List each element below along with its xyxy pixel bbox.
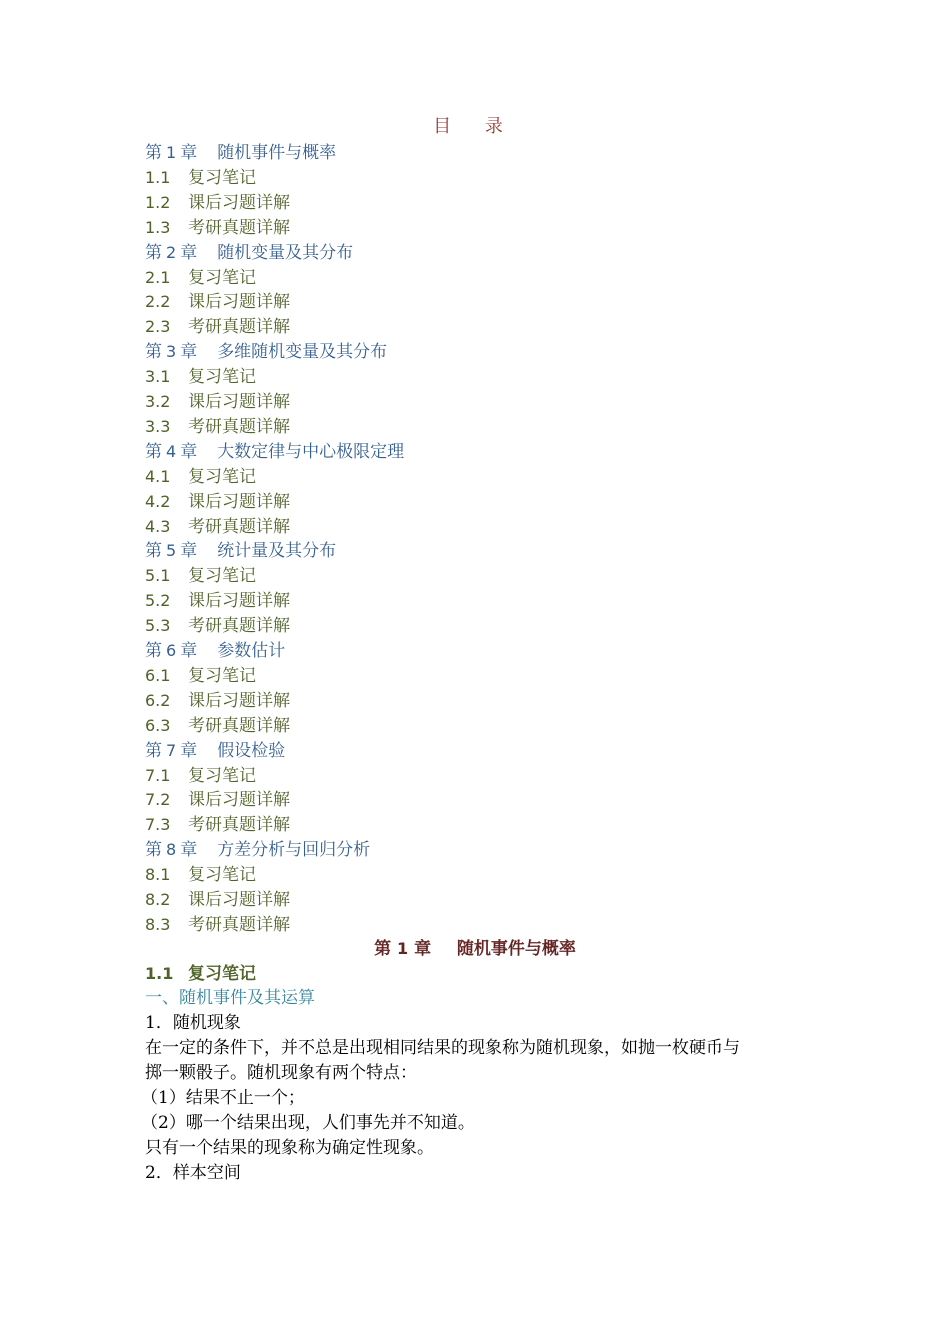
toc-section-number: 2.3 bbox=[145, 317, 171, 337]
subheading: 一、随机事件及其运算 bbox=[145, 988, 315, 1008]
toc-chapter-number: 5 bbox=[166, 541, 177, 561]
toc-chapter-link[interactable] bbox=[145, 439, 404, 464]
toc-section-link[interactable] bbox=[145, 289, 290, 314]
toc-chapter-title: 随机事件与概率 bbox=[217, 143, 337, 163]
toc-chapter-link[interactable] bbox=[145, 738, 285, 763]
toc-section-link[interactable] bbox=[145, 588, 290, 613]
toc-section-title: 复习笔记 bbox=[188, 665, 256, 686]
section-heading bbox=[145, 961, 256, 987]
toc-section-link[interactable] bbox=[145, 613, 290, 638]
toc-section-link[interactable] bbox=[145, 215, 290, 240]
toc-section-number: 3.1 bbox=[145, 367, 171, 387]
toc-chapter-suffix: 章 bbox=[180, 242, 198, 263]
chapter-heading bbox=[0, 936, 950, 962]
toc-section-number: 4.1 bbox=[145, 466, 171, 486]
toc-chapter-link[interactable] bbox=[145, 538, 336, 563]
toc-section-title: 复习笔记 bbox=[188, 566, 256, 587]
toc-section-title: 课后习题详解 bbox=[188, 591, 290, 612]
toc-section-title: 复习笔记 bbox=[188, 367, 256, 388]
toc-section-number: 1.1 bbox=[145, 167, 171, 187]
body-paragraph: （1）结果不止一个； bbox=[141, 1088, 305, 1108]
toc-section-number: 6.3 bbox=[145, 715, 171, 735]
toc-section-title: 课后习题详解 bbox=[188, 192, 290, 213]
toc-chapter-suffix: 章 bbox=[180, 541, 198, 562]
toc-section-number: 8.1 bbox=[145, 865, 171, 885]
toc-section-number: 8.2 bbox=[145, 890, 171, 909]
toc-section-title: 考研真题详解 bbox=[188, 516, 290, 537]
toc-chapter-prefix: 第 bbox=[145, 441, 162, 462]
chapter-heading-suffix: 章 bbox=[414, 939, 432, 959]
toc-chapter-title: 随机变量及其分布 bbox=[217, 242, 354, 263]
body-paragraph: 2．样本空间 bbox=[145, 1163, 241, 1183]
toc-chapter-suffix: 章 bbox=[180, 740, 198, 761]
toc-section-title: 课后习题详解 bbox=[188, 690, 290, 711]
toc-section-title: 考研真题详解 bbox=[188, 616, 290, 637]
toc-title: 目 录 bbox=[433, 116, 517, 137]
toc-section-link[interactable] bbox=[145, 464, 256, 489]
toc-section-number: 5.1 bbox=[145, 566, 171, 586]
toc-section-title: 课后习题详解 bbox=[188, 491, 290, 512]
toc-chapter-prefix: 第 bbox=[145, 840, 162, 861]
toc-section-number: 6.1 bbox=[145, 665, 171, 685]
toc-chapter-prefix: 第 bbox=[145, 242, 162, 263]
toc-chapter-number: 3 bbox=[166, 342, 177, 362]
toc-chapter-link[interactable] bbox=[145, 240, 353, 265]
toc-chapter-suffix: 章 bbox=[180, 641, 198, 661]
toc-chapter-title: 假设检验 bbox=[217, 740, 286, 761]
toc-section-link[interactable] bbox=[145, 688, 290, 713]
toc-section-link[interactable] bbox=[145, 190, 290, 215]
toc-section-title: 课后习题详解 bbox=[188, 292, 290, 313]
toc-section-link[interactable] bbox=[145, 663, 256, 688]
toc-section-title: 复习笔记 bbox=[188, 267, 256, 288]
toc-section-link[interactable] bbox=[145, 389, 290, 414]
toc-section-number: 8.3 bbox=[145, 914, 171, 934]
chapter-heading-title: 随机事件与概率 bbox=[456, 939, 576, 959]
toc-chapter-suffix: 章 bbox=[180, 840, 198, 861]
body-paragraph: 只有一个结果的现象称为确定性现象。 bbox=[145, 1138, 434, 1158]
toc-section-link[interactable] bbox=[145, 563, 256, 588]
toc-section-title: 复习笔记 bbox=[188, 466, 256, 487]
toc-section-title: 考研真题详解 bbox=[188, 317, 290, 338]
toc-section-title: 考研真题详解 bbox=[188, 217, 290, 238]
toc-chapter-prefix: 第 bbox=[145, 143, 162, 163]
toc-section-title: 考研真题详解 bbox=[188, 914, 290, 935]
toc-section-title: 考研真题详解 bbox=[188, 416, 290, 437]
toc-section-number: 7.2 bbox=[145, 790, 171, 810]
toc-section-link[interactable] bbox=[145, 314, 290, 339]
toc-section-title: 复习笔记 bbox=[188, 765, 256, 786]
body-paragraph: 掷一颗骰子。随机现象有两个特点： bbox=[145, 1063, 417, 1083]
toc-chapter-number: 7 bbox=[166, 740, 177, 760]
toc-section-title: 课后习题详解 bbox=[188, 790, 290, 811]
toc-section-number: 2.1 bbox=[145, 267, 171, 287]
toc-section-number: 3.3 bbox=[145, 416, 171, 436]
toc-chapter-title: 多维随机变量及其分布 bbox=[217, 342, 388, 363]
chapter-heading-prefix: 第 bbox=[374, 939, 392, 959]
toc-chapter-suffix: 章 bbox=[180, 342, 198, 363]
toc-chapter-number: 8 bbox=[166, 840, 177, 860]
body-paragraph: 在一定的条件下，并不总是出现相同结果的现象称为随机现象，如抛一枚硬币与 bbox=[145, 1038, 740, 1058]
toc-chapter-title: 参数估计 bbox=[217, 641, 286, 661]
toc-chapter-title: 统计量及其分布 bbox=[217, 541, 337, 562]
toc-section-number: 7.3 bbox=[145, 815, 171, 835]
toc-chapter-title: 方差分析与回归分析 bbox=[217, 840, 371, 861]
toc-section-link[interactable] bbox=[145, 812, 290, 837]
toc-section-title: 复习笔记 bbox=[188, 865, 256, 886]
toc-section-number: 1.3 bbox=[145, 217, 171, 237]
toc-section-title: 考研真题详解 bbox=[188, 815, 290, 836]
toc-chapter-prefix: 第 bbox=[145, 541, 162, 562]
toc-section-link[interactable] bbox=[145, 265, 256, 290]
chapter-heading-number: 1 bbox=[397, 939, 409, 958]
toc-chapter-number: 1 bbox=[166, 143, 177, 162]
toc-chapter-link[interactable] bbox=[145, 638, 285, 663]
toc-chapter-suffix: 章 bbox=[180, 143, 198, 163]
toc-section-number: 3.2 bbox=[145, 392, 171, 411]
toc-chapter-number: 2 bbox=[166, 242, 177, 262]
toc-section-title: 课后习题详解 bbox=[188, 890, 290, 910]
toc-section-link[interactable] bbox=[145, 165, 256, 190]
toc-section-link[interactable] bbox=[145, 514, 290, 539]
toc-section-title: 复习笔记 bbox=[188, 167, 256, 188]
toc-chapter-suffix: 章 bbox=[180, 441, 198, 462]
toc-chapter-link[interactable] bbox=[145, 339, 387, 364]
toc-chapter-prefix: 第 bbox=[145, 740, 162, 761]
toc-section-number: 1.2 bbox=[145, 192, 171, 212]
toc-chapter-link[interactable] bbox=[145, 837, 370, 862]
toc-section-number: 5.2 bbox=[145, 591, 171, 611]
toc-section-number: 5.3 bbox=[145, 616, 171, 636]
section-heading-number: 1.1 bbox=[145, 964, 174, 983]
toc-chapter-number: 4 bbox=[166, 441, 177, 461]
toc-section-link[interactable] bbox=[145, 887, 290, 912]
toc-section-link[interactable] bbox=[145, 787, 290, 812]
toc-chapter-prefix: 第 bbox=[145, 641, 162, 661]
toc-section-title: 课后习题详解 bbox=[188, 392, 290, 412]
toc-section-link[interactable] bbox=[145, 912, 290, 937]
toc-section-link[interactable] bbox=[145, 713, 290, 738]
toc-section-number: 6.2 bbox=[145, 690, 171, 710]
toc-section-title: 考研真题详解 bbox=[188, 715, 290, 736]
body-paragraph: 1．随机现象 bbox=[145, 1013, 241, 1033]
toc-section-link[interactable] bbox=[145, 763, 256, 788]
toc-chapter-number: 6 bbox=[166, 641, 177, 660]
toc-chapter-title: 大数定律与中心极限定理 bbox=[217, 441, 405, 462]
section-heading-title: 复习笔记 bbox=[188, 964, 256, 984]
toc-section-number: 2.2 bbox=[145, 292, 171, 312]
body-paragraph: （2）哪一个结果出现，人们事先并不知道。 bbox=[141, 1113, 475, 1133]
toc-section-link[interactable] bbox=[145, 489, 290, 514]
toc-chapter-link[interactable] bbox=[145, 140, 336, 165]
toc-section-number: 4.3 bbox=[145, 516, 171, 536]
toc-section-link[interactable] bbox=[145, 862, 256, 887]
toc-section-number: 4.2 bbox=[145, 491, 171, 511]
toc-section-link[interactable] bbox=[145, 414, 290, 439]
toc-section-number: 7.1 bbox=[145, 765, 171, 785]
toc-section-link[interactable] bbox=[145, 364, 256, 389]
toc-chapter-prefix: 第 bbox=[145, 342, 162, 363]
